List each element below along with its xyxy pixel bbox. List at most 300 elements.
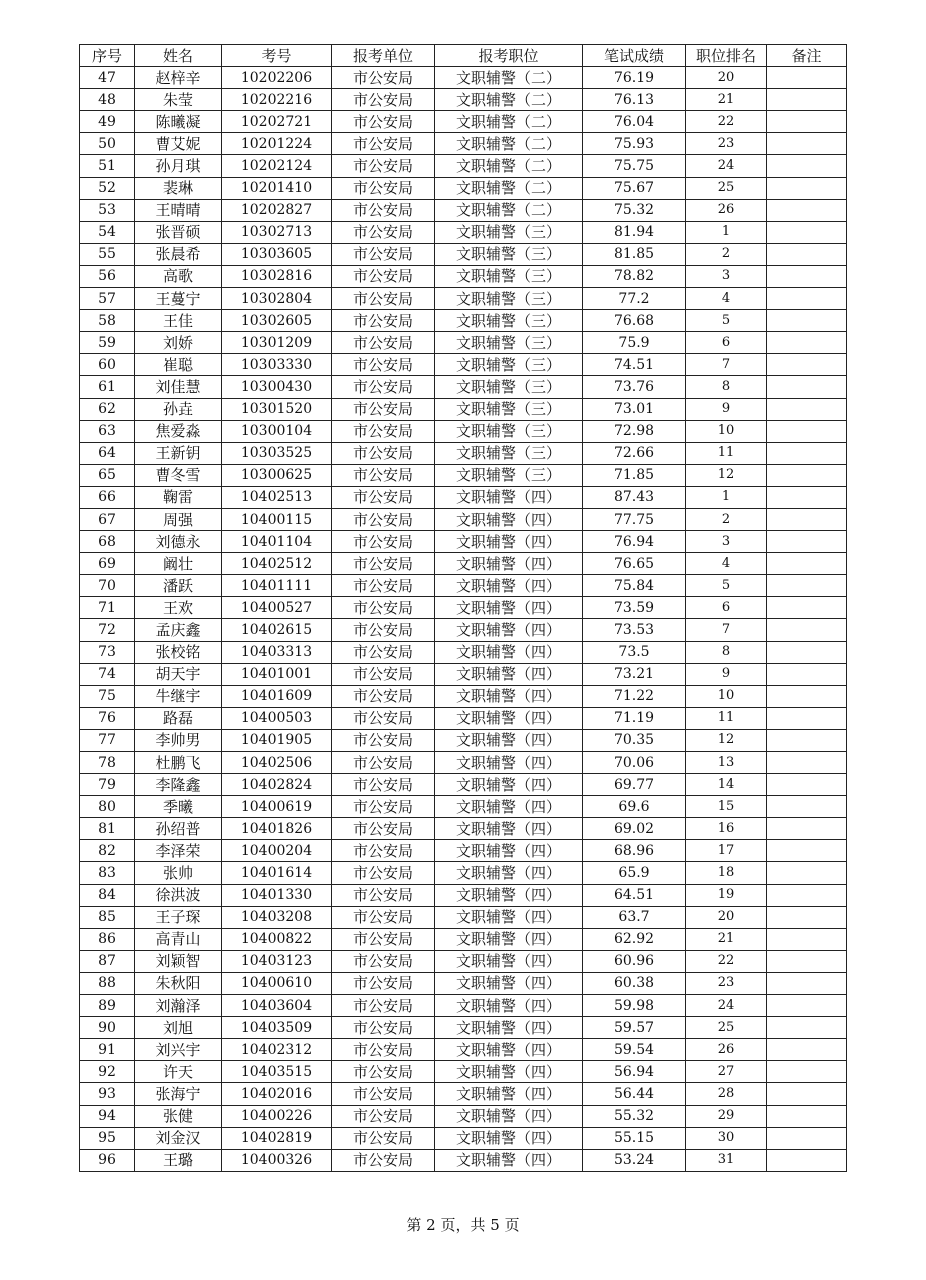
table-row <box>80 774 847 796</box>
cell-unit: 市公安局 <box>332 1149 435 1171</box>
table-row <box>80 685 847 707</box>
header-unit: 报考单位 <box>332 45 435 67</box>
header-rank: 职位排名 <box>686 45 767 67</box>
cell-rank: 9 <box>686 663 767 685</box>
cell-rank: 24 <box>686 995 767 1017</box>
cell-unit: 市公安局 <box>332 221 435 243</box>
cell-index: 51 <box>80 155 135 177</box>
cell-remark <box>767 752 847 774</box>
cell-score: 75.84 <box>583 575 686 597</box>
cell-score: 65.9 <box>583 862 686 884</box>
cell-rank: 4 <box>686 288 767 310</box>
cell-remark <box>767 310 847 332</box>
cell-rank: 21 <box>686 928 767 950</box>
cell-score: 73.5 <box>583 641 686 663</box>
cell-rank: 12 <box>686 729 767 751</box>
cell-exam-number: 10403515 <box>222 1061 332 1083</box>
cell-index: 91 <box>80 1039 135 1061</box>
cell-exam-number: 10302713 <box>222 221 332 243</box>
cell-name: 王欢 <box>135 597 222 619</box>
cell-exam-number: 10400326 <box>222 1149 332 1171</box>
cell-exam-number: 10303605 <box>222 243 332 265</box>
cell-score: 64.51 <box>583 884 686 906</box>
table-row <box>80 111 847 133</box>
cell-index: 68 <box>80 531 135 553</box>
cell-position: 文职辅警（四） <box>435 752 583 774</box>
cell-name: 刘佳慧 <box>135 376 222 398</box>
cell-name: 张校铭 <box>135 641 222 663</box>
cell-exam-number: 10402513 <box>222 486 332 508</box>
cell-remark <box>767 685 847 707</box>
cell-score: 70.35 <box>583 729 686 751</box>
cell-score: 68.96 <box>583 840 686 862</box>
cell-index: 89 <box>80 995 135 1017</box>
cell-score: 69.77 <box>583 774 686 796</box>
cell-index: 49 <box>80 111 135 133</box>
table-row <box>80 906 847 928</box>
cell-rank: 24 <box>686 155 767 177</box>
cell-unit: 市公安局 <box>332 707 435 729</box>
cell-score: 63.7 <box>583 906 686 928</box>
cell-name: 王晴晴 <box>135 199 222 221</box>
cell-remark <box>767 177 847 199</box>
cell-unit: 市公安局 <box>332 243 435 265</box>
cell-unit: 市公安局 <box>332 906 435 928</box>
table-row <box>80 199 847 221</box>
cell-remark <box>767 1083 847 1105</box>
cell-exam-number: 10300430 <box>222 376 332 398</box>
cell-name: 刘旭 <box>135 1017 222 1039</box>
cell-unit: 市公安局 <box>332 729 435 751</box>
cell-index: 60 <box>80 354 135 376</box>
table-row <box>80 1061 847 1083</box>
cell-score: 53.24 <box>583 1149 686 1171</box>
cell-index: 77 <box>80 729 135 751</box>
cell-position: 文职辅警（四） <box>435 597 583 619</box>
cell-score: 87.43 <box>583 486 686 508</box>
cell-score: 72.66 <box>583 442 686 464</box>
cell-position: 文职辅警（四） <box>435 685 583 707</box>
cell-remark <box>767 89 847 111</box>
cell-exam-number: 10202721 <box>222 111 332 133</box>
cell-rank: 3 <box>686 531 767 553</box>
cell-unit: 市公安局 <box>332 133 435 155</box>
cell-exam-number: 10402312 <box>222 1039 332 1061</box>
cell-name: 王新钥 <box>135 442 222 464</box>
cell-index: 74 <box>80 663 135 685</box>
cell-name: 潘跃 <box>135 575 222 597</box>
cell-exam-number: 10403208 <box>222 906 332 928</box>
cell-position: 文职辅警（四） <box>435 729 583 751</box>
table-row <box>80 707 847 729</box>
cell-score: 77.75 <box>583 508 686 530</box>
table-row <box>80 531 847 553</box>
cell-index: 80 <box>80 796 135 818</box>
cell-remark <box>767 553 847 575</box>
cell-name: 胡天宇 <box>135 663 222 685</box>
cell-exam-number: 10401614 <box>222 862 332 884</box>
cell-position: 文职辅警（四） <box>435 1061 583 1083</box>
cell-remark <box>767 1061 847 1083</box>
cell-name: 徐洪波 <box>135 884 222 906</box>
cell-rank: 23 <box>686 972 767 994</box>
cell-position: 文职辅警（三） <box>435 376 583 398</box>
cell-index: 70 <box>80 575 135 597</box>
table-row <box>80 376 847 398</box>
cell-position: 文职辅警（四） <box>435 884 583 906</box>
table-row <box>80 862 847 884</box>
cell-position: 文职辅警（四） <box>435 1083 583 1105</box>
cell-exam-number: 10402819 <box>222 1127 332 1149</box>
cell-position: 文职辅警（四） <box>435 1039 583 1061</box>
cell-unit: 市公安局 <box>332 155 435 177</box>
cell-remark <box>767 729 847 751</box>
cell-rank: 30 <box>686 1127 767 1149</box>
table-row <box>80 1149 847 1171</box>
cell-rank: 25 <box>686 1017 767 1039</box>
cell-remark <box>767 442 847 464</box>
cell-rank: 6 <box>686 597 767 619</box>
cell-remark <box>767 906 847 928</box>
cell-name: 陈曦凝 <box>135 111 222 133</box>
cell-rank: 21 <box>686 89 767 111</box>
cell-exam-number: 10401826 <box>222 818 332 840</box>
cell-score: 75.75 <box>583 155 686 177</box>
cell-exam-number: 10401905 <box>222 729 332 751</box>
cell-remark <box>767 221 847 243</box>
cell-remark <box>767 619 847 641</box>
cell-index: 52 <box>80 177 135 199</box>
cell-remark <box>767 199 847 221</box>
cell-unit: 市公安局 <box>332 619 435 641</box>
cell-remark <box>767 597 847 619</box>
cell-name: 赵梓辛 <box>135 67 222 89</box>
cell-rank: 25 <box>686 177 767 199</box>
header-name: 姓名 <box>135 45 222 67</box>
cell-name: 路磊 <box>135 707 222 729</box>
cell-score: 70.06 <box>583 752 686 774</box>
cell-remark <box>767 155 847 177</box>
cell-score: 77.2 <box>583 288 686 310</box>
cell-index: 76 <box>80 707 135 729</box>
cell-remark <box>767 972 847 994</box>
cell-score: 56.44 <box>583 1083 686 1105</box>
table-row <box>80 928 847 950</box>
cell-rank: 14 <box>686 774 767 796</box>
cell-remark <box>767 575 847 597</box>
cell-score: 69.6 <box>583 796 686 818</box>
cell-remark <box>767 508 847 530</box>
cell-name: 许天 <box>135 1061 222 1083</box>
cell-rank: 26 <box>686 199 767 221</box>
cell-unit: 市公安局 <box>332 67 435 89</box>
cell-position: 文职辅警（四） <box>435 862 583 884</box>
cell-position: 文职辅警（四） <box>435 774 583 796</box>
cell-position: 文职辅警（二） <box>435 89 583 111</box>
cell-score: 78.82 <box>583 265 686 287</box>
cell-unit: 市公安局 <box>332 177 435 199</box>
cell-exam-number: 10201224 <box>222 133 332 155</box>
cell-index: 73 <box>80 641 135 663</box>
cell-score: 75.93 <box>583 133 686 155</box>
cell-remark <box>767 796 847 818</box>
cell-position: 文职辅警（三） <box>435 332 583 354</box>
cell-index: 50 <box>80 133 135 155</box>
cell-index: 75 <box>80 685 135 707</box>
cell-position: 文职辅警（三） <box>435 288 583 310</box>
cell-rank: 5 <box>686 575 767 597</box>
cell-unit: 市公安局 <box>332 597 435 619</box>
cell-name: 王璐 <box>135 1149 222 1171</box>
table-row <box>80 663 847 685</box>
cell-position: 文职辅警（三） <box>435 354 583 376</box>
cell-position: 文职辅警（四） <box>435 707 583 729</box>
cell-index: 65 <box>80 464 135 486</box>
cell-name: 刘瀚泽 <box>135 995 222 1017</box>
cell-position: 文职辅警（四） <box>435 1127 583 1149</box>
table-row <box>80 729 847 751</box>
cell-position: 文职辅警（四） <box>435 508 583 530</box>
cell-score: 59.57 <box>583 1017 686 1039</box>
cell-rank: 1 <box>686 221 767 243</box>
cell-position: 文职辅警（四） <box>435 619 583 641</box>
table-row <box>80 332 847 354</box>
cell-unit: 市公安局 <box>332 1105 435 1127</box>
cell-score: 55.32 <box>583 1105 686 1127</box>
cell-exam-number: 10400527 <box>222 597 332 619</box>
cell-name: 张晋硕 <box>135 221 222 243</box>
table-row <box>80 420 847 442</box>
cell-rank: 23 <box>686 133 767 155</box>
cell-exam-number: 10201410 <box>222 177 332 199</box>
cell-rank: 26 <box>686 1039 767 1061</box>
cell-remark <box>767 950 847 972</box>
cell-name: 张帅 <box>135 862 222 884</box>
cell-rank: 31 <box>686 1149 767 1171</box>
cell-index: 71 <box>80 597 135 619</box>
cell-exam-number: 10402824 <box>222 774 332 796</box>
cell-exam-number: 10302605 <box>222 310 332 332</box>
cell-rank: 8 <box>686 641 767 663</box>
cell-score: 76.94 <box>583 531 686 553</box>
cell-remark <box>767 111 847 133</box>
cell-name: 刘颖智 <box>135 950 222 972</box>
cell-position: 文职辅警（三） <box>435 310 583 332</box>
cell-remark <box>767 1127 847 1149</box>
cell-remark <box>767 862 847 884</box>
cell-unit: 市公安局 <box>332 972 435 994</box>
cell-exam-number: 10202124 <box>222 155 332 177</box>
table-row <box>80 155 847 177</box>
cell-position: 文职辅警（二） <box>435 67 583 89</box>
cell-position: 文职辅警（三） <box>435 221 583 243</box>
cell-name: 杜鹏飞 <box>135 752 222 774</box>
cell-exam-number: 10400822 <box>222 928 332 950</box>
table-row <box>80 67 847 89</box>
cell-exam-number: 10400226 <box>222 1105 332 1127</box>
cell-remark <box>767 420 847 442</box>
cell-score: 73.21 <box>583 663 686 685</box>
table-row <box>80 265 847 287</box>
cell-score: 73.01 <box>583 398 686 420</box>
cell-position: 文职辅警（四） <box>435 840 583 862</box>
cell-position: 文职辅警（三） <box>435 442 583 464</box>
cell-index: 95 <box>80 1127 135 1149</box>
cell-unit: 市公安局 <box>332 818 435 840</box>
cell-rank: 15 <box>686 796 767 818</box>
cell-index: 90 <box>80 1017 135 1039</box>
cell-exam-number: 10401609 <box>222 685 332 707</box>
table-row <box>80 796 847 818</box>
cell-remark <box>767 133 847 155</box>
cell-unit: 市公安局 <box>332 796 435 818</box>
cell-exam-number: 10400503 <box>222 707 332 729</box>
cell-unit: 市公安局 <box>332 288 435 310</box>
cell-score: 76.04 <box>583 111 686 133</box>
cell-name: 高青山 <box>135 928 222 950</box>
cell-unit: 市公安局 <box>332 199 435 221</box>
cell-position: 文职辅警（四） <box>435 641 583 663</box>
cell-position: 文职辅警（四） <box>435 486 583 508</box>
cell-exam-number: 10401001 <box>222 663 332 685</box>
cell-rank: 10 <box>686 420 767 442</box>
table-row <box>80 243 847 265</box>
cell-rank: 2 <box>686 243 767 265</box>
table-row <box>80 950 847 972</box>
table-row <box>80 1039 847 1061</box>
cell-score: 75.67 <box>583 177 686 199</box>
cell-remark <box>767 884 847 906</box>
cell-position: 文职辅警（二） <box>435 133 583 155</box>
cell-unit: 市公安局 <box>332 420 435 442</box>
cell-index: 53 <box>80 199 135 221</box>
table-row <box>80 177 847 199</box>
cell-score: 73.59 <box>583 597 686 619</box>
table-row <box>80 1017 847 1039</box>
cell-unit: 市公安局 <box>332 508 435 530</box>
cell-name: 朱秋阳 <box>135 972 222 994</box>
cell-name: 张晨希 <box>135 243 222 265</box>
cell-rank: 4 <box>686 553 767 575</box>
cell-name: 孙垚 <box>135 398 222 420</box>
cell-unit: 市公安局 <box>332 862 435 884</box>
cell-name: 王佳 <box>135 310 222 332</box>
cell-rank: 29 <box>686 1105 767 1127</box>
cell-index: 67 <box>80 508 135 530</box>
cell-score: 76.19 <box>583 67 686 89</box>
cell-score: 73.76 <box>583 376 686 398</box>
cell-rank: 8 <box>686 376 767 398</box>
table-row <box>80 818 847 840</box>
cell-rank: 16 <box>686 818 767 840</box>
cell-index: 55 <box>80 243 135 265</box>
cell-exam-number: 10403509 <box>222 1017 332 1039</box>
cell-exam-number: 10401104 <box>222 531 332 553</box>
cell-remark <box>767 1149 847 1171</box>
cell-name: 阚壮 <box>135 553 222 575</box>
cell-unit: 市公安局 <box>332 332 435 354</box>
cell-position: 文职辅警（三） <box>435 243 583 265</box>
cell-rank: 10 <box>686 685 767 707</box>
cell-position: 文职辅警（二） <box>435 111 583 133</box>
cell-exam-number: 10402615 <box>222 619 332 641</box>
cell-unit: 市公安局 <box>332 398 435 420</box>
cell-score: 76.68 <box>583 310 686 332</box>
header-index: 序号 <box>80 45 135 67</box>
table-row <box>80 354 847 376</box>
cell-rank: 11 <box>686 442 767 464</box>
cell-index: 83 <box>80 862 135 884</box>
cell-index: 59 <box>80 332 135 354</box>
cell-exam-number: 10202216 <box>222 89 332 111</box>
cell-unit: 市公安局 <box>332 774 435 796</box>
cell-name: 季曦 <box>135 796 222 818</box>
cell-score: 69.02 <box>583 818 686 840</box>
table-row <box>80 575 847 597</box>
cell-index: 56 <box>80 265 135 287</box>
cell-rank: 1 <box>686 486 767 508</box>
cell-score: 60.96 <box>583 950 686 972</box>
cell-position: 文职辅警（三） <box>435 420 583 442</box>
cell-position: 文职辅警（二） <box>435 199 583 221</box>
cell-unit: 市公安局 <box>332 111 435 133</box>
table-row <box>80 1105 847 1127</box>
cell-name: 焦爱淼 <box>135 420 222 442</box>
cell-position: 文职辅警（四） <box>435 1017 583 1039</box>
cell-rank: 27 <box>686 1061 767 1083</box>
cell-score: 81.85 <box>583 243 686 265</box>
cell-exam-number: 10401111 <box>222 575 332 597</box>
cell-name: 高歌 <box>135 265 222 287</box>
cell-exam-number: 10303330 <box>222 354 332 376</box>
header-position: 报考职位 <box>435 45 583 67</box>
cell-score: 75.32 <box>583 199 686 221</box>
cell-unit: 市公安局 <box>332 1127 435 1149</box>
cell-score: 72.98 <box>583 420 686 442</box>
table-row <box>80 288 847 310</box>
cell-position: 文职辅警（四） <box>435 575 583 597</box>
cell-exam-number: 10202827 <box>222 199 332 221</box>
cell-remark <box>767 398 847 420</box>
cell-rank: 22 <box>686 950 767 972</box>
cell-index: 48 <box>80 89 135 111</box>
cell-position: 文职辅警（四） <box>435 1105 583 1127</box>
cell-position: 文职辅警（四） <box>435 553 583 575</box>
cell-name: 裴琳 <box>135 177 222 199</box>
table-row <box>80 884 847 906</box>
cell-exam-number: 10301520 <box>222 398 332 420</box>
page-footer: 第 2 页，共 5 页 <box>406 1216 520 1234</box>
table-row <box>80 972 847 994</box>
cell-position: 文职辅警（四） <box>435 1149 583 1171</box>
cell-unit: 市公安局 <box>332 553 435 575</box>
cell-unit: 市公安局 <box>332 752 435 774</box>
cell-exam-number: 10402506 <box>222 752 332 774</box>
cell-unit: 市公安局 <box>332 354 435 376</box>
table-row <box>80 89 847 111</box>
header-exam-number: 考号 <box>222 45 332 67</box>
table-row <box>80 752 847 774</box>
cell-index: 63 <box>80 420 135 442</box>
cell-name: 李泽荣 <box>135 840 222 862</box>
cell-name: 王子琛 <box>135 906 222 928</box>
cell-name: 鞠雷 <box>135 486 222 508</box>
cell-exam-number: 10401330 <box>222 884 332 906</box>
cell-index: 82 <box>80 840 135 862</box>
header-remark: 备注 <box>767 45 847 67</box>
cell-score: 60.38 <box>583 972 686 994</box>
cell-remark <box>767 641 847 663</box>
